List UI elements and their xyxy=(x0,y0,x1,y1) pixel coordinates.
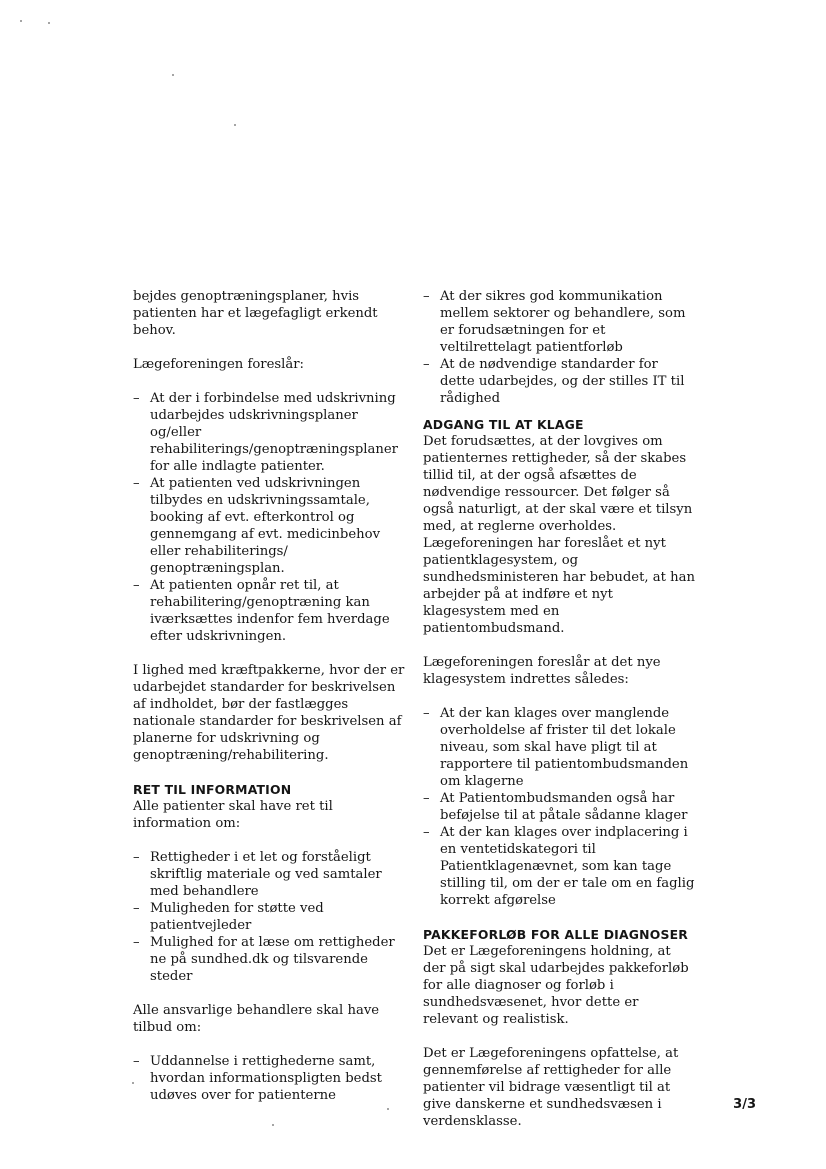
continued-list xyxy=(423,288,695,407)
scan-speck xyxy=(20,20,22,22)
list-item: – At patienten ved udskrivningen tilbydes en udskrivningssamtale, booking af evt. efterkontrol og gennemgang af evt. medicinbehov eller rehabiliterings/ genoptræningsplan. xyxy=(133,475,405,577)
information-lead: Alle patienter skal have ret til information om: xyxy=(133,799,333,831)
offer-list xyxy=(133,1053,405,1104)
list-item: – At der kan klages over manglende overholdelse af frister til det lokale niveau, som skal have pligt til at rapportere til patientombudsmanden om klagerne xyxy=(423,705,695,790)
section-heading-information: RET TIL INFORMATION xyxy=(133,782,292,797)
list-item: – Muligheden for støtte ved patientvejleder xyxy=(133,900,405,934)
scan-speck xyxy=(272,1124,274,1126)
list-item: – Rettigheder i et let og forståeligt skriftlig materiale og ved samtaler med behandlere xyxy=(133,849,405,900)
left-column xyxy=(133,288,405,1121)
list-item: – At de nødvendige standarder for dette udarbejdes, og der stilles IT til rådighed xyxy=(423,356,695,407)
right-column xyxy=(423,288,695,1130)
intro-paragraph: bejdes genoptræningsplaner, hvis patienten har et lægefagligt erkendt behov. xyxy=(133,289,378,338)
list-item: – At Patientombudsmanden også har beføjelse til at påtale sådanne klager xyxy=(423,790,695,824)
section-heading-complaint: ADGANG TIL AT KLAGE xyxy=(423,417,584,432)
list-item: – Uddannelse i rettighederne samt, hvordan informationspligten bedst udøves over for patienterne xyxy=(133,1053,405,1104)
pathway-paragraph: Det er Lægeforeningens holdning, at der på sigt skal udarbejdes pakkeforløb for alle diagnoser og forløb i sundhedsvæsenet, hvor dette er relevant og realistisk. xyxy=(423,944,689,1027)
proposal-lead: Lægeforeningen foreslår: xyxy=(133,357,304,372)
discharge-list xyxy=(133,390,405,645)
complaint-lead: Lægeforeningen foreslår at det nye klagesystem indrettes således: xyxy=(423,655,661,687)
complaint-list xyxy=(423,705,695,909)
complaint-paragraph: Det forudsættes, at der lovgives om patienternes rettigheder, så der skabes tillid til, at der også afsættes de nødvendige ressourcer. Det følger så også naturligt, at der skal være et tilsyn med, at reglerne overholdes. Lægeforeningen har foreslået et nyt patientklagesystem, og sundhedsministeren har bebudet, at han arbejder på at indføre et nyt klagesystem med en patientombudsmand. xyxy=(423,434,695,636)
closing-paragraph: Det er Lægeforeningens opfattelse, at gennemførelse af rettigheder for alle patienter vil bidrage væsentligt til at give danskerne et sundhedsvæsen i verdensklasse. xyxy=(423,1046,679,1129)
section-heading-pathway: PAKKEFORLØB FOR ALLE DIAGNOSER xyxy=(423,927,688,942)
list-item: – At der i forbindelse med udskrivning udarbejdes udskrivningsplaner og/eller rehabiliterings/genoptræningsplaner for alle indlagte patienter. xyxy=(133,390,405,475)
page-number: 3/3 xyxy=(733,1097,756,1112)
list-item: – At der kan klages over indplacering i en ventetidskategori til Patientklagenævnet, som kan tage stilling til, om der er tale om en faglig korrekt afgørelse xyxy=(423,824,695,909)
scan-speck xyxy=(48,22,50,24)
scan-speck xyxy=(172,74,174,76)
list-item: – Mulighed for at læse om rettigheder ne på sundhed.dk og tilsvarende steder xyxy=(133,934,405,985)
information-list xyxy=(133,849,405,985)
offer-lead: Alle ansvarlige behandlere skal have tilbud om: xyxy=(133,1003,380,1035)
scan-speck xyxy=(234,124,236,126)
list-item: – At der sikres god kommunikation mellem sektorer og behandlere, som er forudsætningen for et veltilrettelagt patientforløb xyxy=(423,288,695,356)
standards-paragraph: I lighed med kræftpakkerne, hvor der er udarbejdet standarder for beskrivelsen af indholdet, bør der fastlægges nationale standarder for beskrivelsen af planerne for udskrivning og genoptræning/rehabilitering. xyxy=(133,663,405,763)
list-item: – At patienten opnår ret til, at rehabilitering/genoptræning kan iværksættes indenfor fem hverdage efter udskrivningen. xyxy=(133,577,405,645)
